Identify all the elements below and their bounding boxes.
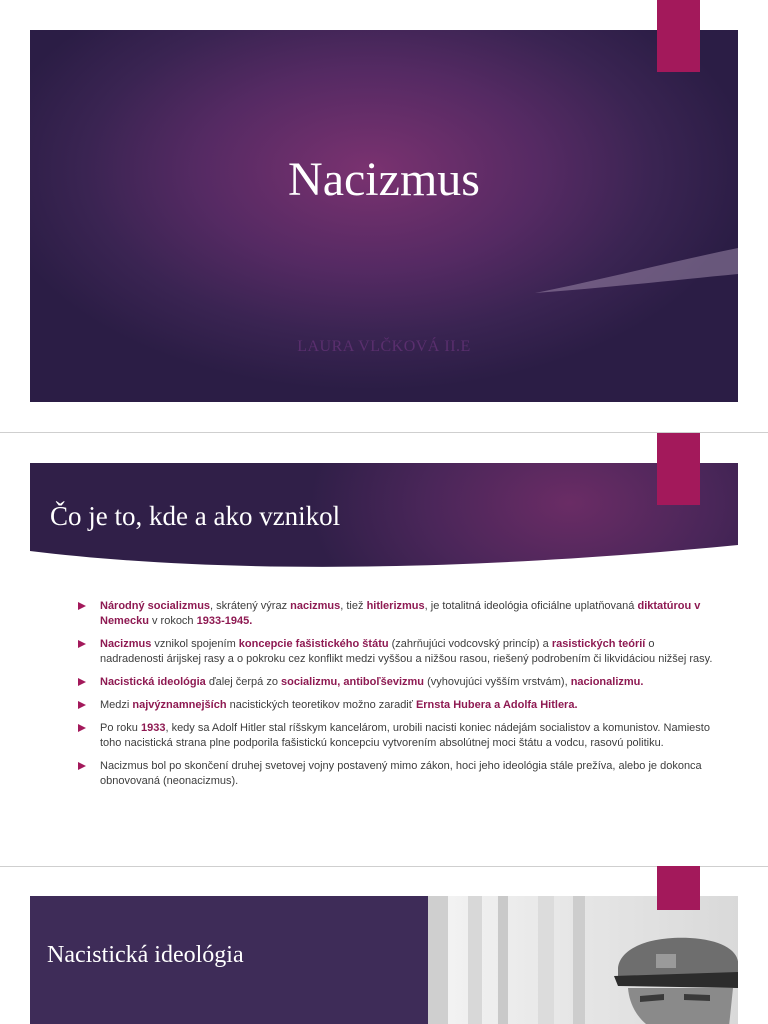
- bullet-text: , skrátený výraz: [210, 600, 291, 612]
- bullet-text: (zahrňujúci vodcovský princíp) a: [388, 638, 552, 650]
- bullet-item: [78, 759, 718, 789]
- bullet-text: o nadradenosti árijskej rasy a o pokroku cez konflikt medzi vyššou a nižšou rasou, riešený podrobením či likvidáciou nižšej rasy.: [100, 638, 713, 665]
- bullet-text: Nacizmus bol po skončení druhej svetovej vojny postavený mimo zákon, hoci jeho ideológia stále prežíva, alebo je dokonca obnovovaná (neonacizmus).: [100, 760, 702, 787]
- highlighted-term: Ernsta Hubera a Adolfa Hitlera.: [415, 699, 578, 711]
- bullet-item: [78, 698, 718, 713]
- highlighted-term: hitlerizmus: [366, 600, 425, 612]
- accent-tab: [657, 866, 700, 910]
- portrait-photo: [428, 896, 738, 1024]
- bullet-arrow-icon: [78, 724, 86, 732]
- highlighted-term: najvýznamnejších: [132, 699, 227, 711]
- highlighted-term: 1933: [140, 722, 166, 734]
- slide-title: Nacizmus: [288, 153, 480, 206]
- bullet-arrow-icon: [78, 640, 86, 648]
- bullet-item: [78, 599, 718, 629]
- slide-subtitle: LAURA VLČKOVÁ II.E: [297, 338, 471, 355]
- highlighted-term: nacizmus: [290, 600, 341, 612]
- ideology-slide: [0, 866, 768, 1024]
- bullet-text: , je totalitná ideológia oficiálne uplatňovaná: [424, 600, 638, 612]
- bullet-item: [78, 675, 718, 690]
- accent-tab: [657, 433, 700, 505]
- highlighted-term: Nacizmus: [100, 638, 152, 650]
- bullet-arrow-icon: [78, 701, 86, 709]
- bullet-text: , tiež: [340, 600, 367, 612]
- bullet-text: v rokoch: [148, 615, 197, 627]
- bullet-text: Po roku: [100, 722, 141, 734]
- highlighted-term: Nacistická ideológia: [100, 676, 206, 688]
- accent-tab: [657, 0, 700, 72]
- highlighted-term: socializmu, antiboľševizmu: [281, 676, 425, 688]
- bullet-item: [78, 637, 718, 667]
- highlighted-term: rasistických teórií: [551, 638, 646, 650]
- slide-title: Čo je to, kde a ako vznikol: [50, 501, 341, 531]
- highlighted-term: 1933-1945.: [196, 615, 253, 627]
- highlighted-term: Národný socializmus: [100, 600, 211, 612]
- bullet-text: (vyhovujúci vyšším vrstvám),: [424, 676, 571, 688]
- slide-title: Nacistická ideológia: [47, 942, 244, 968]
- bullet-text: ďalej čerpá zo: [205, 676, 282, 688]
- bullet-text: vznikol spojením: [151, 638, 239, 650]
- bullet-text: Medzi: [100, 699, 133, 711]
- bullet-arrow-icon: [78, 762, 86, 770]
- bullet-arrow-icon: [78, 678, 86, 686]
- bullet-list: [78, 599, 718, 797]
- portrait-illustration: [428, 896, 738, 1024]
- bullet-text: , kedy sa Adolf Hitler stal ríšskym kancelárom, urobili nacisti koniec nádejám socialistov a komunistov. Namiesto toho nacistická strana plne podporila fašistickú koncepciu vytvorením absolútnej moci štátu a vodcu, rasovú politiku.: [100, 722, 710, 749]
- bullet-arrow-icon: [78, 602, 86, 610]
- bullet-text: nacistických teoretikov možno zaradiť: [226, 699, 416, 711]
- highlighted-term: diktatúrou v Nemecku: [100, 600, 701, 627]
- content-slide: [0, 433, 768, 866]
- highlighted-term: koncepcie fašistického štátu: [238, 638, 389, 650]
- title-slide: [0, 0, 768, 432]
- bullet-item: [78, 721, 718, 751]
- highlighted-term: nacionalizmu.: [570, 676, 644, 688]
